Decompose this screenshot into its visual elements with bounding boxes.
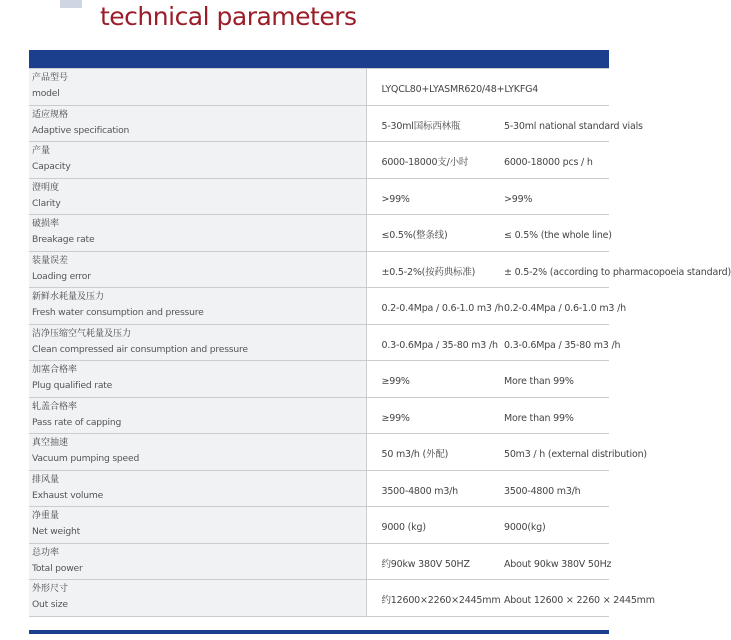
param-label-zh: 产品型号 (32, 73, 69, 84)
param-label-en: Vacuum pumping speed (32, 453, 140, 465)
param-value-cn: 约12600×2260×2445mm (381, 595, 501, 607)
param-label-en: Capacity (32, 161, 71, 173)
param-value-cn: 3500-4800 m3/h (381, 485, 459, 497)
param-label-cell (29, 470, 367, 507)
param-label-cell (29, 507, 367, 544)
param-value-cn-cell (367, 397, 488, 434)
param-value-cn: ≥99% (381, 412, 410, 424)
param-label-zh: 新鲜水耗量及压力 (32, 292, 105, 303)
param-label-en: Fresh water consumption and pressure (32, 307, 204, 319)
param-label-zh: 排风量 (32, 474, 60, 485)
table-header-bar (29, 50, 609, 68)
param-label-en: Plug qualified rate (32, 380, 113, 392)
param-label-zh: 产量 (32, 146, 51, 157)
param-label-cell (29, 361, 367, 398)
spec-table-container (29, 50, 731, 617)
table-row (29, 251, 609, 288)
param-value-en: More than 99% (503, 412, 574, 424)
param-value-en-cell (488, 288, 626, 325)
param-label-cell (29, 105, 367, 142)
table-row (29, 215, 609, 252)
param-label-cell (29, 397, 367, 434)
param-value-cn-cell (367, 288, 504, 325)
param-value: LYQCL80+LYASMR620/48+LYKFG4 (381, 84, 539, 96)
param-label-en: Adaptive specification (32, 124, 130, 136)
table-footer-bar (29, 630, 609, 634)
param-label-en: Breakage rate (32, 234, 95, 246)
param-value-cn: 50 m3/h (外配) (381, 449, 449, 461)
param-value-en: 6000-18000 pcs / h (503, 157, 593, 169)
param-value-cn-cell (367, 580, 501, 617)
param-label-cell (29, 288, 367, 325)
param-value-cn: ≤0.5%(整条线) (381, 230, 448, 242)
param-value-en: ≤ 0.5% (the whole line) (503, 230, 612, 242)
param-value-cn: 0.3-0.6Mpa / 35-80 m3 /h (381, 339, 498, 351)
param-label-zh: 洁净压缩空气耗量及压力 (32, 328, 132, 339)
param-label-en: Pass rate of capping (32, 416, 122, 428)
param-value-en: >99% (503, 193, 533, 205)
param-value-en-cell (488, 543, 612, 580)
param-label-zh: 真空抽速 (32, 438, 69, 449)
table-row (29, 361, 609, 398)
param-label-en: Net weight (32, 526, 81, 538)
param-value-en-cell (488, 178, 609, 215)
param-value-cn: ±0.5-2%(按药典标准) (381, 266, 476, 278)
param-value-en: 5-30ml national standard vials (503, 120, 643, 132)
param-value-cn-cell (367, 178, 488, 215)
param-value-en-cell (488, 324, 621, 361)
param-label-zh: 适应规格 (32, 109, 69, 120)
param-label-en: Out size (32, 599, 68, 611)
param-label-cell (29, 215, 367, 252)
param-label-cell (29, 324, 367, 361)
param-label-zh: 澄明度 (32, 182, 60, 193)
param-label-zh: 外形尺寸 (32, 584, 69, 595)
page-title: technical parameters (100, 2, 357, 31)
table-row (29, 580, 609, 617)
corner-decoration (60, 0, 82, 8)
param-label-zh: 加塞合格率 (32, 365, 78, 376)
param-label-zh: 轧盖合格率 (32, 401, 78, 412)
table-row (29, 543, 609, 580)
param-value-cn: 约90kw 380V 50HZ (381, 558, 470, 570)
param-label-en: Exhaust volume (32, 489, 104, 501)
param-value-en: About 90kw 380V 50Hz (503, 558, 612, 570)
param-value-cn-cell (367, 215, 488, 252)
param-value-en: 0.3-0.6Mpa / 35-80 m3 /h (503, 339, 621, 351)
table-row (29, 434, 609, 471)
param-label-cell (29, 434, 367, 471)
table-row (29, 470, 609, 507)
param-value-cn-cell (367, 361, 488, 398)
param-value-cell (367, 69, 609, 106)
param-label-cell (29, 142, 367, 179)
param-value-cn-cell (367, 434, 488, 471)
param-label-cell (29, 251, 367, 288)
param-value-en-cell (488, 361, 609, 398)
param-label-en: Total power (32, 562, 83, 574)
table-row (29, 507, 609, 544)
param-value-en: 3500-4800 m3/h (503, 485, 581, 497)
table-row (29, 288, 609, 325)
param-value-en: 9000(kg) (503, 522, 546, 534)
table-row (29, 397, 609, 434)
param-value-cn: 9000 (kg) (381, 522, 426, 534)
param-value-en-cell (488, 470, 609, 507)
param-label-en: model (32, 88, 60, 100)
param-value-en-cell (488, 215, 612, 252)
param-value-en-cell (488, 397, 609, 434)
param-value-en-cell (488, 434, 647, 471)
param-label-en: Clean compressed air consumption and pressure (32, 343, 248, 355)
param-value-cn-cell (367, 251, 488, 288)
param-value-en-cell (488, 580, 655, 617)
param-value-en: 0.2-0.4Mpa / 0.6-1.0 m3 /h (503, 303, 626, 315)
spec-table (29, 68, 731, 617)
param-label-en: Loading error (32, 270, 91, 282)
param-label-en: Clarity (32, 197, 61, 209)
param-value-cn-cell (367, 142, 488, 179)
param-value-en-cell (488, 142, 609, 179)
param-value-cn-cell (367, 105, 488, 142)
param-label-cell (29, 543, 367, 580)
param-label-cell (29, 178, 367, 215)
param-value-cn: >99% (381, 193, 410, 205)
table-row (29, 142, 609, 179)
param-value-en: About 12600 × 2260 × 2445mm (503, 595, 655, 607)
param-label-cell (29, 580, 367, 617)
param-value-cn: 0.2-0.4Mpa / 0.6-1.0 m3 /h (381, 303, 504, 315)
param-label-zh: 净重量 (32, 511, 60, 522)
table-row (29, 105, 609, 142)
param-label-zh: 装量误差 (32, 255, 69, 266)
param-value-en-cell (488, 251, 731, 288)
param-value-en-cell (488, 507, 609, 544)
param-value-cn-cell (367, 543, 488, 580)
param-value-en: More than 99% (503, 376, 574, 388)
param-value-cn-cell (367, 470, 488, 507)
table-row (29, 69, 609, 106)
param-value-cn-cell (367, 507, 488, 544)
param-value-en-cell (488, 105, 643, 142)
table-row (29, 178, 609, 215)
param-label-zh: 总功率 (32, 547, 60, 558)
param-value-en: ± 0.5-2% (according to pharmacopoeia standard) (503, 266, 731, 278)
param-value-cn: 5-30ml国标西林瓶 (381, 120, 461, 132)
param-value-en: 50m3 / h (external distribution) (503, 449, 647, 461)
table-row (29, 324, 609, 361)
param-value-cn-cell (367, 324, 498, 361)
param-label-cell (29, 69, 367, 106)
param-value-cn: ≥99% (381, 376, 410, 388)
param-value-cn: 6000-18000支/小时 (381, 157, 469, 169)
param-label-zh: 破损率 (32, 219, 60, 230)
